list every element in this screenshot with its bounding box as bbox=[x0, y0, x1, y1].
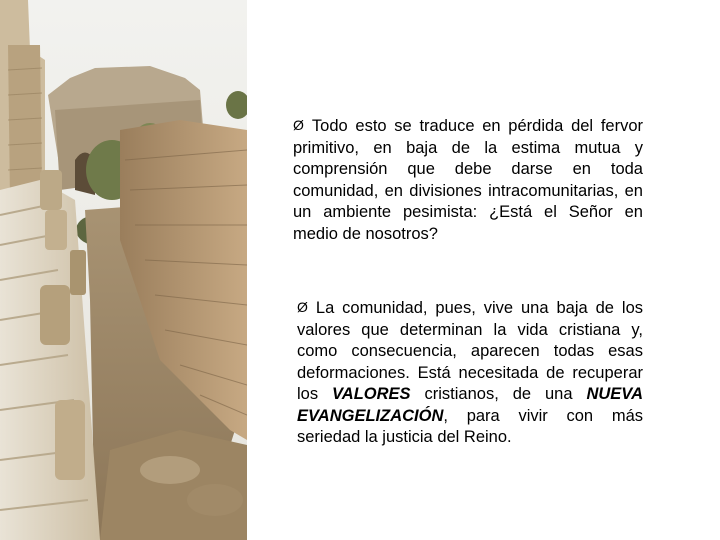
emphasis-valores: VALORES bbox=[332, 385, 411, 403]
paragraph-2-text-a: La comunidad, pues, vive una baja de los valores que determinan la vida cristiana y, como consecuencia, aparecen todas esas deformaciones. Está necesitada de recuperar los bbox=[297, 299, 643, 403]
ruins-photo bbox=[0, 0, 247, 540]
paragraph-1-text: Todo esto se traduce en pérdida del fervor primitivo, en baja de la estima mutua y comprensión que debe darse en toda comunidad, en divisiones intracomunitarias, en un ambiente pesimista: ¿Está el Señor en medio de nosotros? bbox=[293, 117, 643, 243]
ruins-photo-drawing bbox=[0, 0, 247, 540]
paragraph-2-text-b: cristianos, de una bbox=[410, 385, 587, 403]
paragraph-2-text-c: , para vivir con más seriedad la justicia del Reino. bbox=[297, 406, 643, 446]
emphasis-nueva-evangelizacion: NUEVA EVANGELIZACIÓN bbox=[297, 385, 643, 425]
paragraph-1 bbox=[293, 115, 643, 245]
arrow-bullet-icon: Ø bbox=[297, 299, 308, 315]
paragraph-2 bbox=[297, 297, 643, 449]
arrow-bullet-icon: Ø bbox=[293, 117, 304, 133]
